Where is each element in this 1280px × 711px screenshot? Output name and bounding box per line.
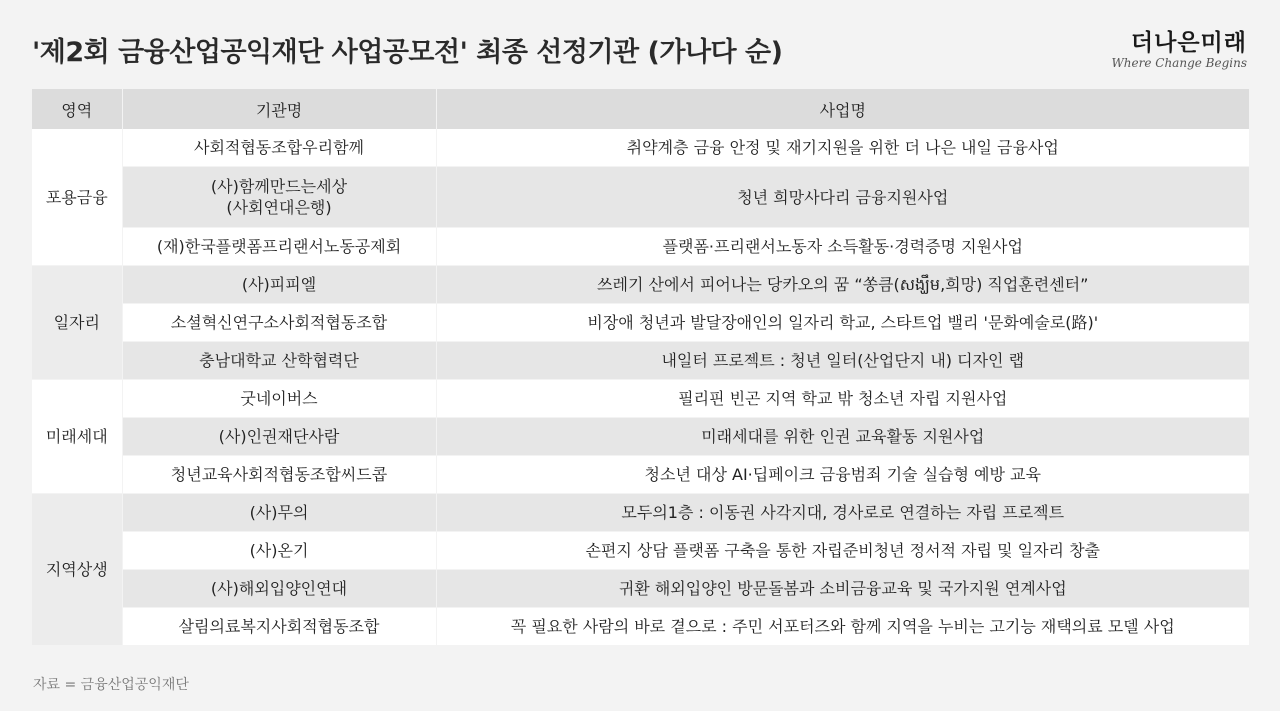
project-cell: 내일터 프로젝트 : 청년 일터(산업단지 내) 디자인 랩 — [436, 342, 1249, 380]
header-organization: 기관명 — [122, 89, 436, 129]
table-row — [32, 129, 1249, 167]
org-cell: (사)해외입양인연대 — [122, 570, 436, 608]
org-cell: (재)한국플랫폼프리랜서노동공제회 — [122, 228, 436, 266]
area-cell: 일자리 — [32, 266, 122, 380]
table-row — [32, 342, 1249, 380]
project-cell: 필리핀 빈곤 지역 학교 밖 청소년 자립 지원사업 — [436, 380, 1249, 418]
project-cell: 청년 희망사다리 금융지원사업 — [436, 167, 1249, 228]
selection-table — [32, 89, 1249, 646]
table-row — [32, 380, 1249, 418]
area-cell: 포용금융 — [32, 129, 122, 266]
org-cell: (사)무의 — [122, 494, 436, 532]
org-cell: (사)인권재단사람 — [122, 418, 436, 456]
header-project: 사업명 — [436, 89, 1249, 129]
table-row — [32, 532, 1249, 570]
project-cell: 귀환 해외입양인 방문돌봄과 소비금융교육 및 국가지원 연계사업 — [436, 570, 1249, 608]
area-cell: 미래세대 — [32, 380, 122, 494]
project-cell: 쓰레기 산에서 피어나는 당카오의 꿈 “쏭큼(សង្ឃឹម,희망) 직업훈련센터” — [436, 266, 1249, 304]
table-row — [32, 418, 1249, 456]
brand-logo — [1111, 30, 1247, 70]
project-cell: 꼭 필요한 사람의 바로 곁으로 : 주민 서포터즈와 함께 지역을 누비는 고기능 재택의료 모델 사업 — [436, 608, 1249, 646]
table-header-row — [32, 89, 1249, 129]
table-row — [32, 228, 1249, 266]
logo-wordmark: 더나은미래 — [1130, 30, 1247, 56]
table-row — [32, 494, 1249, 532]
org-cell — [122, 167, 436, 228]
table-row — [32, 266, 1249, 304]
project-cell: 미래세대를 위한 인권 교육활동 지원사업 — [436, 418, 1249, 456]
org-cell: (사)온기 — [122, 532, 436, 570]
org-cell: 사회적협동조합우리함께 — [122, 129, 436, 167]
table-row — [32, 608, 1249, 646]
project-cell: 청소년 대상 AI·딥페이크 금융범죄 기술 실습형 예방 교육 — [436, 456, 1249, 494]
source-note: 자료 = 금융산업공익재단 — [33, 677, 189, 693]
org-cell: 충남대학교 산학협력단 — [122, 342, 436, 380]
table-row — [32, 570, 1249, 608]
org-cell: 살림의료복지사회적협동조합 — [122, 608, 436, 646]
project-cell: 모두의1층 : 이동권 사각지대, 경사로로 연결하는 자립 프로젝트 — [436, 494, 1249, 532]
table-row — [32, 304, 1249, 342]
table-row — [32, 456, 1249, 494]
page-title: '제2회 금융산업공익재단 사업공모전' 최종 선정기관 (가나다 순) — [32, 37, 783, 68]
logo-tagline: Where Change Begins — [1111, 56, 1247, 70]
org-name-line: (사)함께만드는세상 — [210, 177, 348, 196]
project-cell: 플랫폼·프리랜서노동자 소득활동·경력증명 지원사업 — [436, 228, 1249, 266]
org-cell: 소셜혁신연구소사회적협동조합 — [122, 304, 436, 342]
org-cell: (사)피피엘 — [122, 266, 436, 304]
org-name-line: (사회연대은행) — [226, 198, 332, 217]
header-area: 영역 — [32, 89, 122, 129]
project-cell: 손편지 상담 플랫폼 구축을 통한 자립준비청년 정서적 자립 및 일자리 창출 — [436, 532, 1249, 570]
org-cell: 청년교육사회적협동조합씨드콥 — [122, 456, 436, 494]
area-cell: 지역상생 — [32, 494, 122, 646]
project-cell: 비장애 청년과 발달장애인의 일자리 학교, 스타트업 밸리 '문화예술로(路)' — [436, 304, 1249, 342]
org-cell: 굿네이버스 — [122, 380, 436, 418]
table-row — [32, 167, 1249, 228]
project-cell: 취약계층 금융 안정 및 재기지원을 위한 더 나은 내일 금융사업 — [436, 129, 1249, 167]
